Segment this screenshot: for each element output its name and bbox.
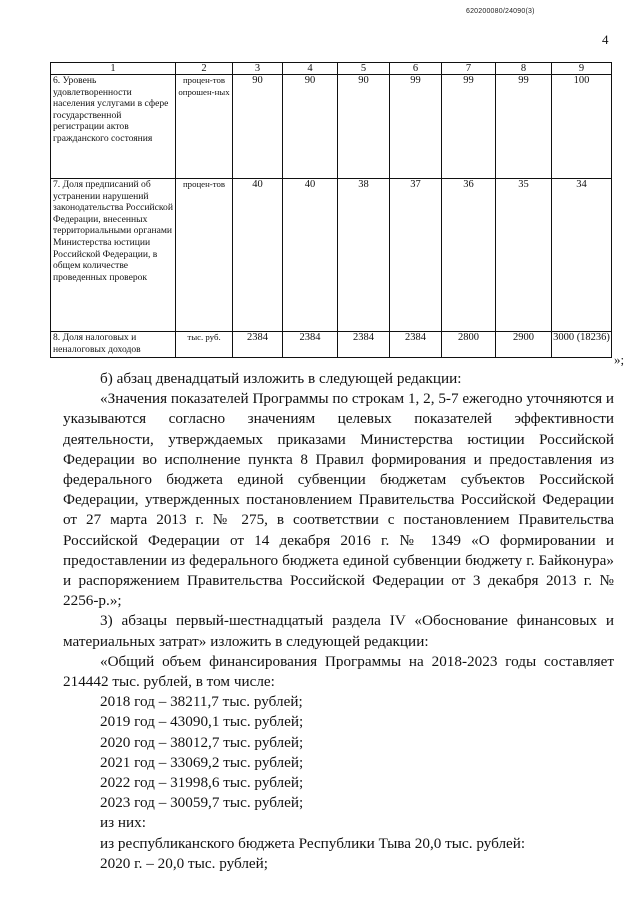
document-body <box>63 369 614 874</box>
indicator-value: 2384 <box>338 332 390 358</box>
page-number: 4 <box>602 32 609 47</box>
paragraph: «Общий объем финансирования Программы на 2018-2023 годы составляет 214442 тыс. рублей, в том числе: <box>63 652 614 691</box>
column-header: 1 <box>51 63 176 75</box>
indicator-value: 90 <box>283 75 338 179</box>
indicator-unit: процен-тов опрошен-ных <box>176 75 233 179</box>
column-header: 5 <box>338 63 390 75</box>
indicator-unit: тыс. руб. <box>176 332 233 358</box>
indicator-value: 36 <box>442 179 496 332</box>
year-line: 2018 год – 38211,7 тыс. рублей; <box>100 693 303 711</box>
table-row <box>51 332 612 358</box>
year-line: 2022 год – 31998,6 тыс. рублей; <box>100 774 304 792</box>
indicators-table <box>50 62 612 358</box>
indicator-value: 3000 (18236) <box>552 332 612 358</box>
document-code: 620200080/24090(3) <box>466 8 535 15</box>
indicator-value: 100 <box>552 75 612 179</box>
column-header: 9 <box>552 63 612 75</box>
indicator-value: 99 <box>390 75 442 179</box>
indicator-value: 90 <box>233 75 283 179</box>
paragraph: «Значения показателей Программы по строкам 1, 2, 5-7 ежегодно уточняются и указываются согласно значениям целевых показателей эффективности деятельности, утверждаемых приказами Министерства юстиции Российской Федерации во исполнение пункта 8 Правил формирования и предоставления из федерального бюджета единой субвенции бюджетам субъектов Российской Федерации, утвержденных постановлением Правительства Российской Федерации от 27 марта 2013 г. № 275, в соответствии с постановлением Правительства Российской Федерации от 14 декабря 2016 г. № 1349 «О формировании и предоставлении из федерального бюджета единой субвенции бюджету г. Байконура» и распоряжением Правительства Российской Федерации от 3 декабря 2013 г. № 2256-р.»; <box>63 390 615 610</box>
indicator-value: 2800 <box>442 332 496 358</box>
indicator-value: 34 <box>552 179 612 332</box>
indicator-value: 90 <box>338 75 390 179</box>
indicator-value: 40 <box>233 179 283 332</box>
paragraph: 2020 г. – 20,0 тыс. рублей; <box>100 854 269 872</box>
year-line: 2023 год – 30059,7 тыс. рублей; <box>100 794 304 812</box>
year-line: 2021 год – 33069,2 тыс. рублей; <box>100 753 304 771</box>
indicator-value: 2384 <box>390 332 442 358</box>
paragraph: из них: <box>100 814 146 832</box>
indicator-name: 7. Доля предписаний об устранении нарушений законодательства Российской Федерации, внесенных территориальными органами Министерства юстиции Российской Федерации, в общем количестве проведенных проверок <box>51 179 176 332</box>
indicator-value: 99 <box>496 75 552 179</box>
indicator-value: 40 <box>283 179 338 332</box>
year-line: 2020 год – 38012,7 тыс. рублей; <box>100 733 304 751</box>
paragraph: 3) абзацы первый-шестнадцатый раздела IV «Обоснование финансовых и материальных затрат» изложить в следующей редакции: <box>63 612 614 650</box>
paragraph: б) абзац двенадцатый изложить в следующей редакции: <box>100 370 462 387</box>
column-header: 8 <box>496 63 552 75</box>
year-line: 2019 год – 43090,1 тыс. рублей; <box>100 713 304 731</box>
column-header: 2 <box>176 63 233 75</box>
table-row <box>51 179 612 332</box>
table-closing-mark: »; <box>614 352 625 367</box>
paragraph: из республиканского бюджета Республики Тыва 20,0 тыс. рублей: <box>100 834 526 852</box>
indicator-value: 35 <box>496 179 552 332</box>
indicator-value: 2384 <box>283 332 338 358</box>
indicator-unit: процен-тов <box>176 179 233 332</box>
column-header: 7 <box>442 63 496 75</box>
table-header-row <box>51 63 612 75</box>
column-header: 3 <box>233 63 283 75</box>
indicator-name: 6. Уровень удовлетворенности населения услугами в сфере государственной регистрации актов гражданского состояния <box>51 75 176 179</box>
table-row <box>51 75 612 179</box>
column-header: 6 <box>390 63 442 75</box>
column-header: 4 <box>283 63 338 75</box>
indicator-value: 2900 <box>496 332 552 358</box>
indicator-value: 99 <box>442 75 496 179</box>
indicator-value: 37 <box>390 179 442 332</box>
indicator-value: 38 <box>338 179 390 332</box>
indicator-name: 8. Доля налоговых и неналоговых доходов <box>51 332 176 358</box>
indicator-value: 2384 <box>233 332 283 358</box>
